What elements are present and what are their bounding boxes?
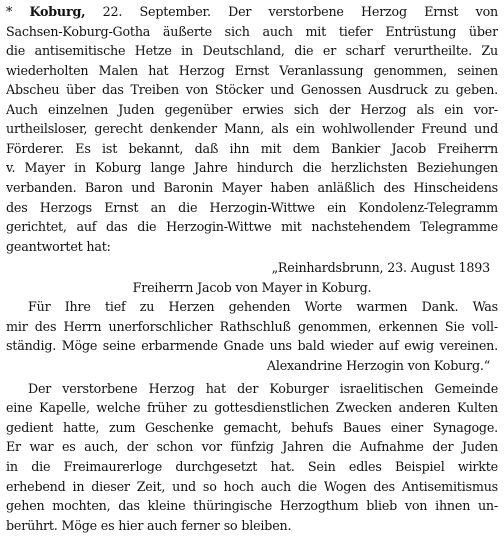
telegram-addressee: Freiherrn Jacob von Mayer in Koburg. <box>132 279 372 295</box>
text-line: * Koburg, 22. September. Der verstorbene Herzog Ernst von <box>6 4 498 19</box>
text-line: gehen mochten, das kleine thüringische Herzogthum blieb von ihnen un- <box>6 498 498 514</box>
telegram-dateline: „Reinhardsbrunn, 23. August 1893 <box>271 259 490 275</box>
text-line: Auch einzelnen Juden gegenüber erwies sich der Herzog als ein vor- <box>6 101 498 117</box>
text-line: Der verstorbene Herzog hat der Koburger israelitischen Gemeinde <box>28 380 498 396</box>
text-line: Förderer. Es ist bekannt, daß ihn mit dem Bankier Jacob Freiherrn <box>6 140 498 156</box>
text-line: geantwortet hat: <box>6 238 111 254</box>
telegram-body-line: Für Ihre tief zu Herzen gehenden Worte warmen Dank. Was <box>28 299 498 314</box>
text-line: verbanden. Baron und Baronin Mayer haben anläßlich des Hinscheidens <box>6 180 498 195</box>
text-line: v. Mayer in Koburg lange Jahre hindurch die herzlichsten Beziehungen <box>6 160 498 176</box>
text-line: Sachsen-Koburg-Gotha äußerte sich auch mit tiefer Entrüstung über <box>6 23 498 39</box>
telegram-body-line: mir des Herrn unerforschlicher Rathschluß genommen, erkennen Sie voll- <box>6 318 498 334</box>
text-line: wiederholten Malen hat Herzog Ernst Veranlassung genommen, seinen <box>6 62 498 78</box>
text-line: eine Kapelle, welche früher zu gottesdienstlichen Zwecken anderen Kulten <box>6 400 498 416</box>
telegram-signature: Alexandrine Herzogin von Koburg.“ <box>266 357 490 373</box>
text-line: urtheilsloser, gerecht denkender Mann, als ein wohlwollender Freund und <box>6 121 498 137</box>
text-line: in die Freimaurerloge durchgesetzt hat. Sein edles Beispiel wirkte <box>6 459 498 474</box>
text-line: des Herzogs Ernst an die Herzogin-Wittwe ein Kondolenz-Telegramm <box>6 199 498 215</box>
text-line: Er war es auch, der schon vor fünfzig Jahren die Aufnahme der Juden <box>6 439 498 455</box>
text-line: erhebend in dieser Zeit, und so hoch auch die Wogen des Antisemitismus <box>6 478 498 494</box>
text-line: gedient hatte, zum Geschenke gemacht, behufs Baues einer Synagoge. <box>6 419 498 435</box>
dateline-place: Koburg, <box>29 4 86 19</box>
text-line: Abscheu über das Treiben von Stöcker und Genossen Ausdruck zu geben. <box>6 82 498 98</box>
text-line: die antisemitische Hetze in Deutschland, die er scharf verurtheilte. Zu <box>6 43 498 59</box>
text-line: berührt. Möge es hier auch ferner so bleiben. <box>6 517 292 533</box>
text-line: gerichtet, auf das die Herzogin-Wittwe mit nachstehendem Telegramme <box>6 219 498 235</box>
telegram-body-line: ständig. Möge seine erbarmende Gnade uns bald wieder auf ewig vereinen. <box>6 338 498 354</box>
